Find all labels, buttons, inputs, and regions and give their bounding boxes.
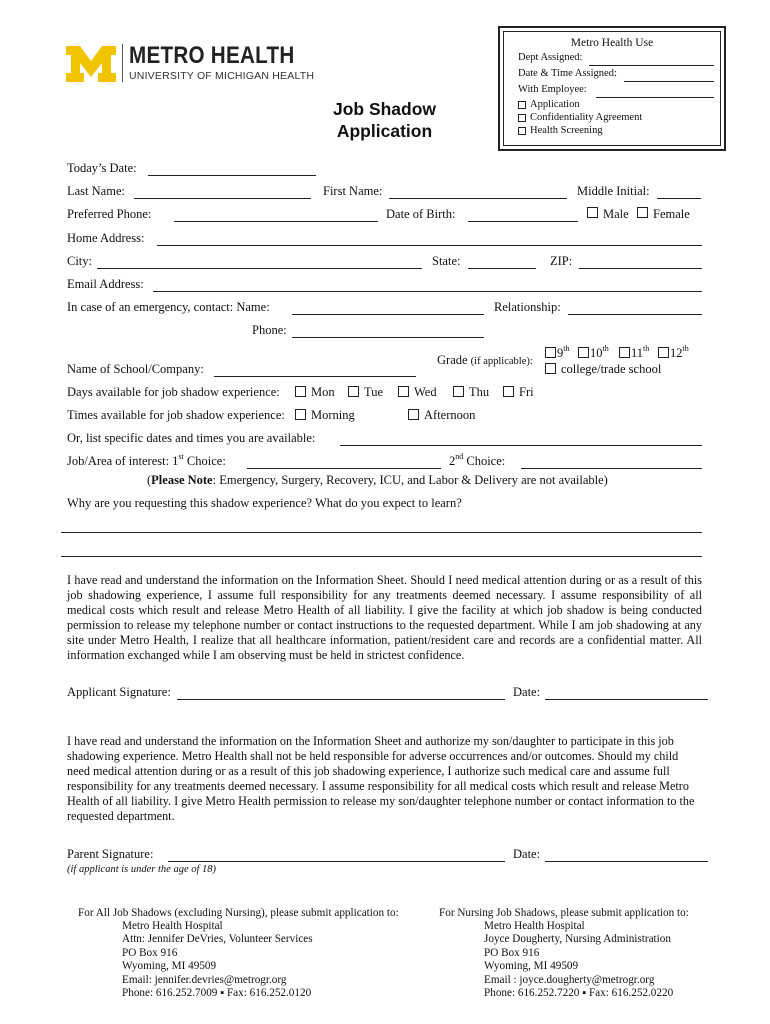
first-choice-field[interactable] xyxy=(247,468,441,469)
application-check-label: Application xyxy=(530,99,580,110)
city-label: City: xyxy=(67,254,93,268)
left-address-line: Attn: Jennifer DeVries, Volunteer Services xyxy=(122,933,313,946)
logo-subtitle: UNIVERSITY OF MICHIGAN HEALTH xyxy=(129,70,315,82)
with-employee-label: With Employee: xyxy=(518,84,587,95)
middle-initial-label: Middle Initial: xyxy=(577,184,650,198)
right-address-line: Joyce Dougherty, Nursing Administration xyxy=(484,933,671,946)
morning-label: Morning xyxy=(311,408,355,422)
applicant-date-field[interactable] xyxy=(545,699,708,700)
grade-12-checkbox[interactable] xyxy=(658,347,669,358)
grade-label-text: Grade xyxy=(437,353,468,367)
state-field[interactable] xyxy=(468,268,536,269)
dept-assigned-label: Dept Assigned: xyxy=(518,52,583,63)
mon-checkbox[interactable] xyxy=(295,386,306,397)
application-checkbox[interactable] xyxy=(518,101,526,109)
submit-right-address xyxy=(484,920,673,1000)
middle-initial-field[interactable] xyxy=(657,198,701,199)
grade-11-label: 11th xyxy=(631,344,650,360)
college-label: college/trade school xyxy=(561,362,662,376)
logo-brand: METRO HEALTH xyxy=(129,42,295,69)
dob-label: Date of Birth: xyxy=(386,207,456,221)
left-address-line: PO Box 916 xyxy=(122,946,178,959)
thu-label: Thu xyxy=(469,385,490,399)
parent-age-note: (if applicant is under the age of 18) xyxy=(67,864,217,875)
emergency-contact-label: In case of an emergency, contact: Name: xyxy=(67,300,270,314)
school-label: Name of School/Company: xyxy=(67,362,204,376)
mon-label: Mon xyxy=(311,385,335,399)
health-screening-checkbox[interactable] xyxy=(518,127,526,135)
grade-10-checkbox[interactable] xyxy=(578,347,589,358)
relationship-label: Relationship: xyxy=(494,300,561,314)
submit-right-heading: For Nursing Job Shadows, please submit application to: xyxy=(439,907,689,919)
female-label: Female xyxy=(653,207,690,221)
block-m-icon xyxy=(66,46,116,82)
fri-label: Fri xyxy=(519,385,534,399)
parent-date-field[interactable] xyxy=(545,861,708,862)
grade-12-label: 12th xyxy=(670,344,689,360)
grade-label xyxy=(437,353,533,368)
specific-dates-field[interactable] xyxy=(340,445,702,446)
job-area-first-label: Job/Area of interest: 1st Choice: xyxy=(67,452,226,468)
why-question: Why are you requesting this shadow experience? What do you expect to learn? xyxy=(67,496,462,510)
please-note: (Please Note: Emergency, Surgery, Recovery, ICU, and Labor & Delivery are not available) xyxy=(147,473,608,487)
parent-signature-field[interactable] xyxy=(168,861,505,862)
second-choice-field[interactable] xyxy=(521,468,702,469)
wed-label: Wed xyxy=(414,385,437,399)
afternoon-checkbox[interactable] xyxy=(408,409,419,420)
left-address-line: Metro Health Hospital xyxy=(122,920,223,932)
second-choice-label: 2nd Choice: xyxy=(449,452,506,468)
times-available-label: Times available for job shadow experience: xyxy=(67,408,285,422)
college-checkbox[interactable] xyxy=(545,363,556,374)
dob-field[interactable] xyxy=(468,221,578,222)
emergency-phone-label: Phone: xyxy=(252,323,287,337)
metro-health-logo xyxy=(66,44,326,84)
left-email-line[interactable]: Email: jennifer.devries@metrogr.org xyxy=(122,973,287,986)
school-field[interactable] xyxy=(214,376,416,377)
grade-11-checkbox[interactable] xyxy=(619,347,630,358)
last-name-label: Last Name: xyxy=(67,184,125,198)
right-address-line: PO Box 916 xyxy=(484,946,540,959)
grade-9-checkbox[interactable] xyxy=(545,347,556,358)
male-label: Male xyxy=(603,207,629,221)
parent-date-label: Date: xyxy=(513,847,541,861)
email-label: Email Address: xyxy=(67,277,144,291)
todays-date-label: Today’s Date: xyxy=(67,161,137,175)
health-screening-check-label: Health Screening xyxy=(530,125,603,136)
home-address-label: Home Address: xyxy=(67,231,145,245)
applicant-signature-field[interactable] xyxy=(177,699,505,700)
grade-9-label: 9th xyxy=(557,344,570,360)
tue-checkbox[interactable] xyxy=(348,386,359,397)
morning-checkbox[interactable] xyxy=(295,409,306,420)
zip-label: ZIP: xyxy=(550,254,573,268)
afternoon-label: Afternoon xyxy=(424,408,476,422)
specific-dates-label: Or, list specific dates and times you are available: xyxy=(67,431,316,445)
female-checkbox[interactable] xyxy=(637,207,648,218)
right-address-line: Metro Health Hospital xyxy=(484,920,585,932)
days-available-label: Days available for job shadow experience: xyxy=(67,385,280,399)
wed-checkbox[interactable] xyxy=(398,386,409,397)
todays-date-field[interactable] xyxy=(148,175,316,176)
left-phone-line: Phone: 616.252.7009 ▪ Fax: 616.252.0120 xyxy=(122,987,312,1000)
first-name-field[interactable] xyxy=(389,198,567,199)
office-use-box xyxy=(498,26,726,151)
office-box-heading: Metro Health Use xyxy=(570,37,654,49)
submit-left-address xyxy=(122,920,313,1000)
first-name-label: First Name: xyxy=(323,184,383,198)
home-address-field[interactable] xyxy=(157,245,702,246)
grade-label-note: (if applicable): xyxy=(470,356,533,367)
date-time-line[interactable] xyxy=(624,81,714,82)
applicant-signature-label: Applicant Signature: xyxy=(67,685,171,699)
submit-left-heading: For All Job Shadows (excluding Nursing), please submit application to: xyxy=(78,907,399,919)
grade-10-label: 10th xyxy=(590,344,609,360)
right-email-line[interactable]: Email : joyce.dougherty@metrogr.org xyxy=(484,973,655,986)
why-answer-line-1[interactable] xyxy=(61,532,702,533)
parent-statement: I have read and understand the information on the Information Sheet and authorize my son/daughter to participate in this job shadowing experience. Metro Health shall not be held responsible for adverse occurrences and/or outcomes. Should my child need medical attention during or as a result of this job shadowing experience, I authorize such medical care and assume full responsibility for any treatments deemed necessary. I assume responsibility for all medical costs which result and release Metro Health of all liability. I give Metro Health permission to release my son/daughter telephone number or contact information to the requested department. xyxy=(67,734,695,823)
right-address-line: Wyoming, MI 49509 xyxy=(484,960,579,973)
why-answer-line-2[interactable] xyxy=(61,556,702,557)
confidentiality-check-label: Confidentiality Agreement xyxy=(530,112,643,123)
title-line-2: Application xyxy=(336,121,433,141)
applicant-date-label: Date: xyxy=(513,685,541,699)
city-field[interactable] xyxy=(97,268,422,269)
left-address-line: Wyoming, MI 49509 xyxy=(122,960,217,973)
preferred-phone-label: Preferred Phone: xyxy=(67,207,152,221)
last-name-field[interactable] xyxy=(134,198,311,199)
zip-field[interactable] xyxy=(579,268,702,269)
preferred-phone-field[interactable] xyxy=(174,221,378,222)
title-line-1: Job Shadow xyxy=(332,99,437,119)
parent-signature-label: Parent Signature: xyxy=(67,847,154,861)
confidentiality-checkbox[interactable] xyxy=(518,114,526,122)
thu-checkbox[interactable] xyxy=(453,386,464,397)
relationship-field[interactable] xyxy=(568,314,702,315)
emergency-phone-field[interactable] xyxy=(292,337,484,338)
tue-label: Tue xyxy=(364,385,383,399)
with-employee-line[interactable] xyxy=(596,97,714,98)
fri-checkbox[interactable] xyxy=(503,386,514,397)
logo-divider xyxy=(122,44,123,82)
page-title xyxy=(322,98,447,142)
right-phone-line: Phone: 616.252.7220 ▪ Fax: 616.252.0220 xyxy=(484,987,674,1000)
email-field[interactable] xyxy=(153,291,702,292)
applicant-statement: I have read and understand the information on the Information Sheet. Should I need medical attention during or as a result of this job shadowing experience, I assume full responsibility for any treatments deemed necessary. I assume responsibility of all medical costs which result and release Metro Health of all liability. I give the facility at which job shadow is being conducted permission to release my telephone number or contact instructions to the requested department. While I am job shadowing at any site under Metro Health, I realize that all healthcare information, patient/resident care and records are a confidential matter. All information exchanged while I am observing must be held in strictest confidence. xyxy=(67,573,702,662)
dept-assigned-line[interactable] xyxy=(589,65,714,66)
emergency-name-field[interactable] xyxy=(292,314,484,315)
state-label: State: xyxy=(432,254,461,268)
male-checkbox[interactable] xyxy=(587,207,598,218)
date-time-label: Date & Time Assigned: xyxy=(518,68,617,79)
